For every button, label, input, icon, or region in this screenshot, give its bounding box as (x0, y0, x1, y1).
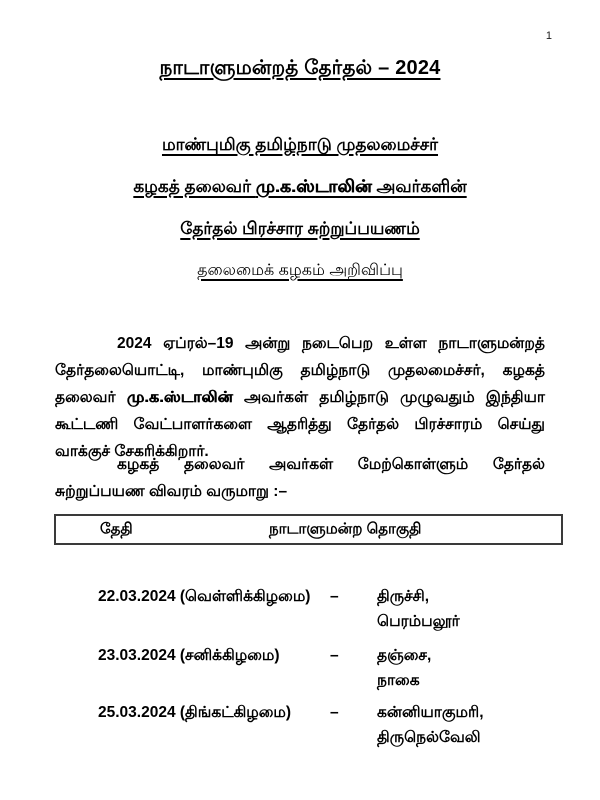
document-title (0, 57, 600, 82)
leader-name: மு.க.ஸ்டாலின் (255, 177, 372, 196)
schedule-row (98, 643, 560, 693)
table-header-constituency: நாடாளுமன்ற தொகுதி (269, 520, 422, 537)
subtitle-leader-name (0, 177, 600, 199)
schedule-dash: – (330, 588, 339, 605)
schedule-date: 22.03.2024 (வெள்ளிக்கிழமை) (98, 588, 311, 605)
page-number: 1 (545, 30, 552, 42)
paragraph-schedule-intro: கழகத் தலைவர் அவர்கள் மேற்கொள்ளும் தேர்தல் சுற்றுப்பயண விவரம் வருமாறு :– (55, 456, 545, 500)
constituency: திருநெல்வேலி (377, 729, 481, 746)
constituency: நாகை (377, 672, 420, 689)
document-title-text: நாடாளுமன்றத் தேர்தல் – 2024 (159, 57, 441, 79)
schedule-constituencies (377, 700, 560, 750)
subtitle-leader-suffix: அவர்களின் (371, 177, 467, 196)
subtitle-campaign-tour (0, 219, 600, 241)
paragraph-campaign-after: அவர்கள் தமிழ்நாடு முழுவதும் இந்தியா கூட்டணி வேட்பாளர்களை ஆதரித்து தேர்தல் பிரச்சாரம் செய்து வாக்குச் சேகரிக்கிறார். (55, 389, 545, 460)
constituency: பெரம்பலூர் (377, 613, 460, 630)
schedule-row (98, 700, 560, 750)
constituency: கன்னியாகுமரி, (377, 704, 484, 721)
schedule-date: 25.03.2024 (திங்கட்கிழமை) (98, 704, 292, 721)
paragraph-campaign-description (55, 330, 545, 465)
table-header-date: தேதி (100, 520, 133, 537)
subtitle-hq-announcement (0, 261, 600, 281)
subtitle-hq-announcement-text: தலைமைக் கழகம் அறிவிப்பு (197, 262, 403, 279)
subtitle-cm-designation-text: மாண்புமிகு தமிழ்நாடு முதலமைச்சர் (161, 135, 439, 154)
schedule-dash: – (330, 704, 339, 721)
paragraph-campaign-before: 2024 ஏப்ரல்–19 அன்று நடைபெற உள்ள நாடாளுமன்றத் தேர்தலையொட்டி, மாண்புமிகு தமிழ்நாடு முதலமைச்சர், கழகத் தலைவர் (55, 335, 545, 406)
schedule-row (98, 584, 560, 634)
schedule-constituencies (377, 643, 560, 693)
subtitle-cm-designation (0, 135, 600, 157)
subtitle-campaign-tour-text: தேர்தல் பிரச்சார சுற்றுப்பயணம் (180, 219, 420, 238)
table-header-box (54, 514, 563, 545)
constituency: திருச்சி, (377, 588, 430, 605)
schedule-dash: – (330, 647, 339, 664)
subtitle-leader-prefix: கழகத் தலைவர் (133, 177, 256, 196)
constituency: தஞ்சை, (377, 647, 432, 664)
schedule-date: 23.03.2024 (சனிக்கிழமை) (98, 647, 280, 664)
leader-name-inline: மு.க.ஸ்டாலின் (126, 389, 233, 406)
schedule-constituencies (377, 584, 560, 634)
